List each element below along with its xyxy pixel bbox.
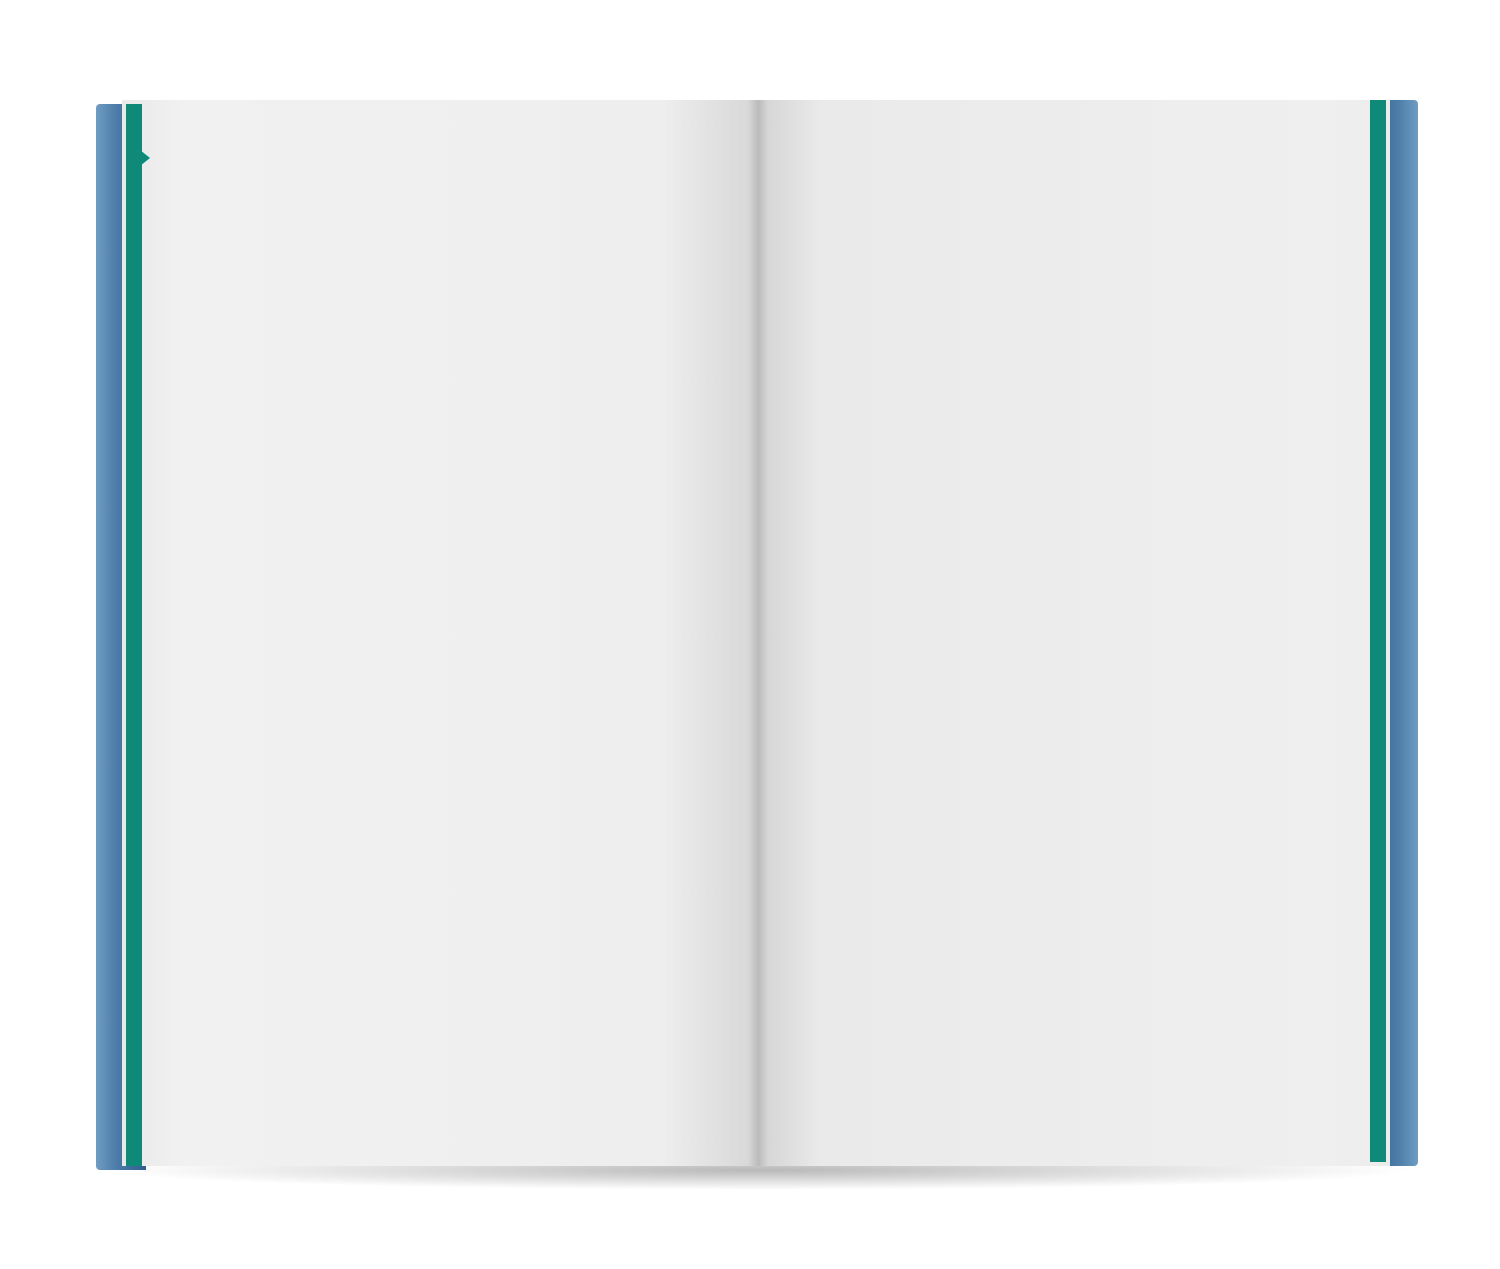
page-left (122, 100, 758, 1166)
teal-edge-right (1370, 100, 1386, 1162)
page-right (758, 100, 1390, 1166)
book-gutter (748, 100, 768, 1166)
title-arrow-icon (140, 150, 150, 166)
teal-edge-left (126, 104, 142, 1166)
